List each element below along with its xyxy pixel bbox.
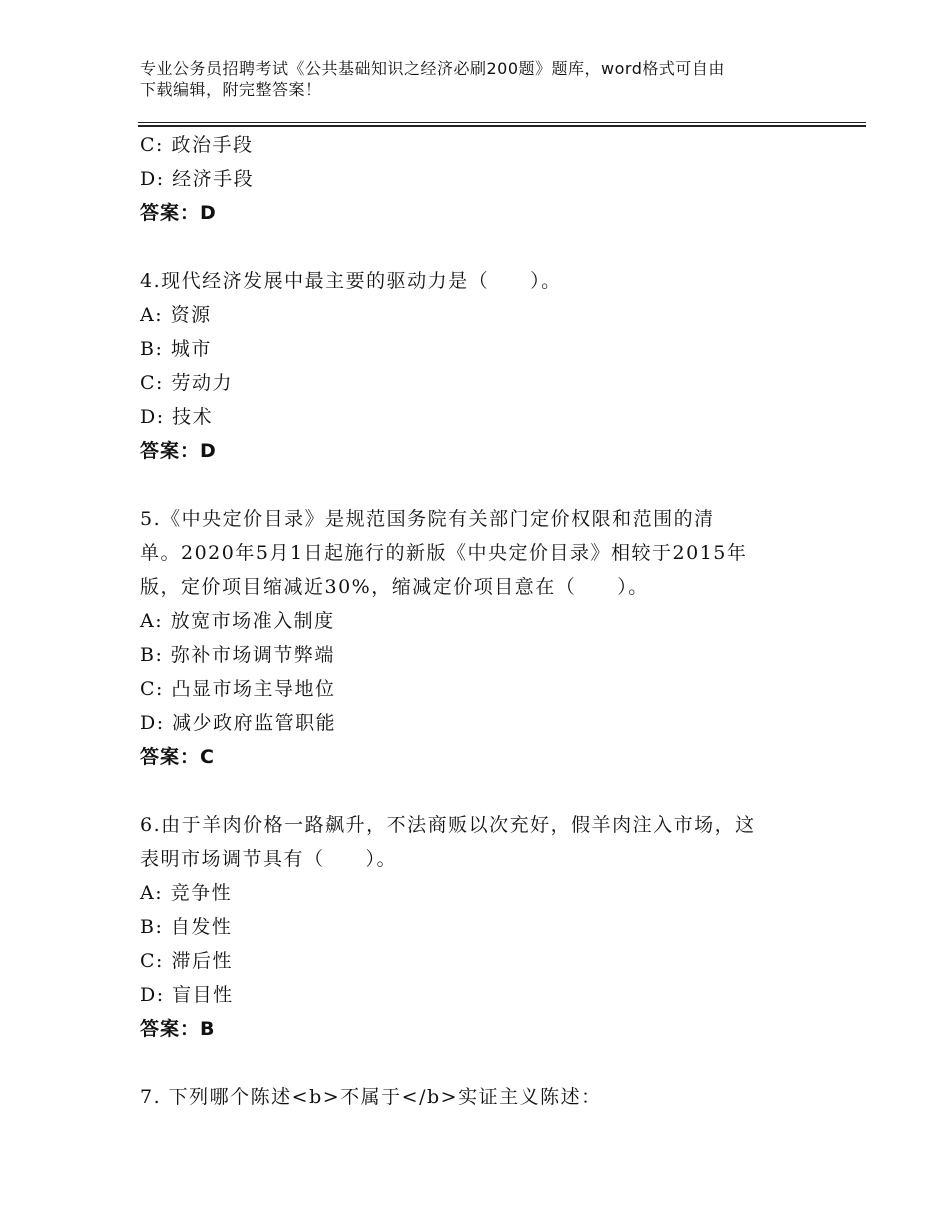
answer-label: 答案：B [140, 1018, 216, 1040]
option-c: C: 劳动力 [140, 372, 233, 394]
header-line-2: 下载编辑，附完整答案！ [140, 80, 322, 99]
option-c: C: 滞后性 [140, 950, 233, 972]
question-3-tail [140, 128, 800, 230]
question-6 [140, 808, 800, 1046]
header-rule-thin [138, 122, 866, 123]
option-a: A: 资源 [140, 304, 212, 326]
spacer [140, 230, 800, 264]
answer-label: 答案：D [140, 440, 217, 462]
question-text-line-1: 5.《中央定价目录》是规范国务院有关部门定价权限和范围的清 [140, 508, 715, 530]
option-b: B: 自发性 [140, 916, 233, 938]
option-d: D: 经济手段 [140, 168, 255, 190]
question-text-line-2: 单。2020年5月1日起施行的新版《中央定价目录》相较于2015年 [140, 542, 748, 564]
option-b: B: 城市 [140, 338, 212, 360]
option-d: D: 技术 [140, 406, 214, 428]
question-text: 4.现代经济发展中最主要的驱动力是（ ）。 [140, 270, 562, 292]
question-4 [140, 264, 800, 468]
question-text-line-3: 版，定价项目缩减近30%，缩减定价项目意在（ ）。 [140, 576, 649, 598]
spacer [140, 774, 800, 808]
spacer [140, 1046, 800, 1080]
answer-label: 答案：C [140, 746, 215, 768]
option-c: C: 政治手段 [140, 134, 254, 156]
header-line-1: 专业公务员招聘考试《公共基础知识之经济必刷200题》题库，word格式可自由 [140, 59, 725, 78]
answer-label: 答案：D [140, 202, 217, 224]
option-c: C: 凸显市场主导地位 [140, 678, 336, 700]
question-text-line-2: 表明市场调节具有（ ）。 [140, 848, 398, 870]
question-text: 7. 下列哪个陈述<b>不属于</b>实证主义陈述： [140, 1086, 602, 1108]
option-d: D: 减少政府监管职能 [140, 712, 337, 734]
option-a: A: 放宽市场准入制度 [140, 610, 335, 632]
question-5 [140, 502, 800, 774]
question-7 [140, 1080, 800, 1114]
option-d: D: 盲目性 [140, 984, 234, 1006]
header-rule-thick [138, 125, 866, 127]
option-b: B: 弥补市场调节弊端 [140, 644, 335, 666]
document-header [140, 58, 820, 100]
option-a: A: 竞争性 [140, 882, 233, 904]
document-body [140, 128, 800, 1114]
spacer [140, 468, 800, 502]
question-text-line-1: 6.由于羊肉价格一路飙升，不法商贩以次充好，假羊肉注入市场，这 [140, 814, 756, 836]
